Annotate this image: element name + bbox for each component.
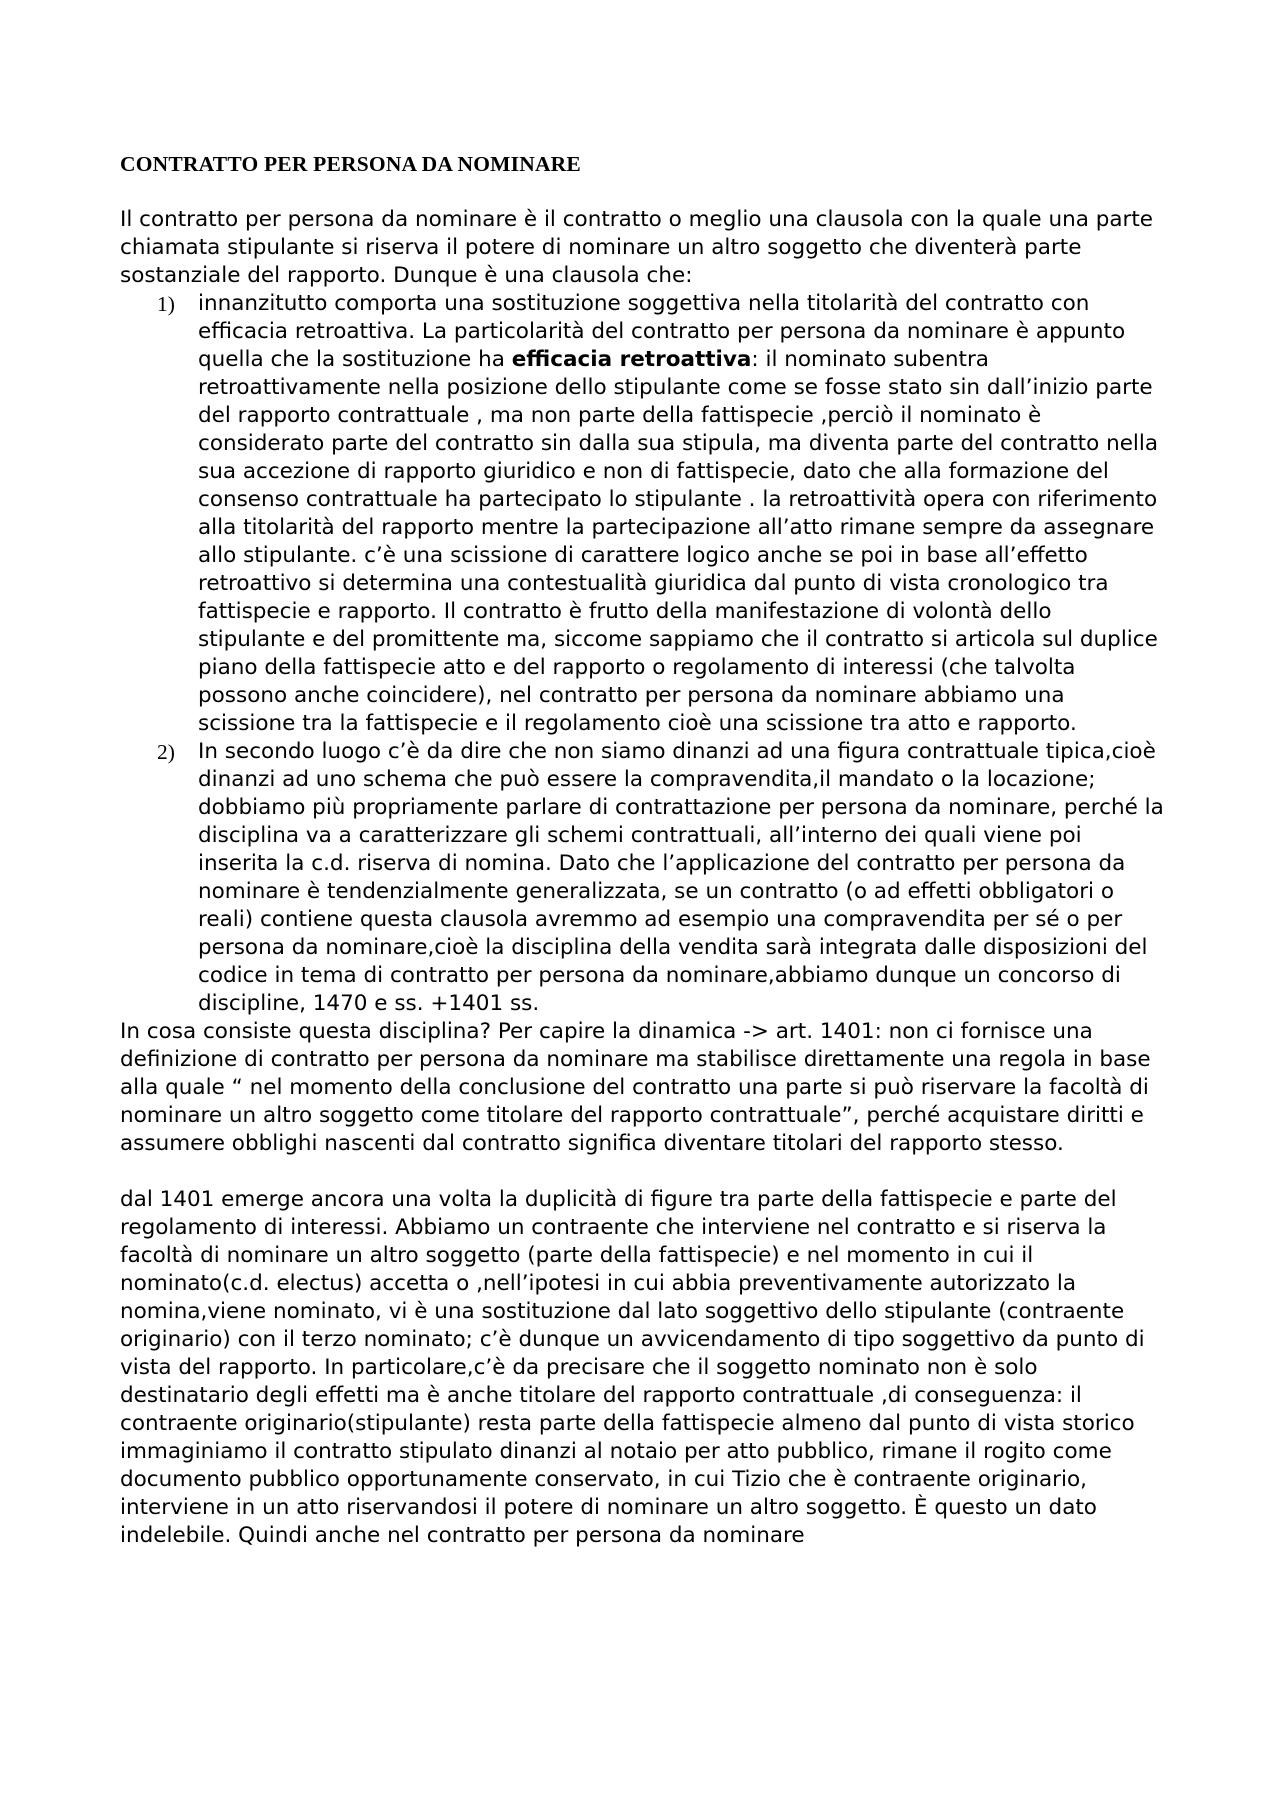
list-item-text-part: : il nominato subentra retroattivamente nella posizione dello stipulante come se fosse stato sin dall’inizio parte del rapporto contrattuale , ma non parte della fattispecie ,perciò il nominato è considerato parte del contratto sin dalla sua stipula, ma diventa parte del contratto nella sua accezione di rapporto giuridico e non di fattispecie, dato che alla formazione del consenso contrattuale ha partecipato lo stipulante . la retroattività opera con riferimento alla titolarità del rapporto mentre la partecipazione all’atto rimane sempre da assegnare allo stipulante. c’è una scissione di carattere logico anche se poi in base all’effetto retroattivo si determina una contestualità giuridica dal punto di vista cronologico tra fattispecie e rapporto. Il contratto è frutto della manifestazione di volontà dello stipulante e del promittente ma, siccome sappiamo che il contratto si articola sul duplice piano della fattispecie atto e del rapporto o regolamento di interessi (che talvolta possono anche coincidere), nel contratto per persona da nominare abbiamo una scissione tra la fattispecie e il regolamento cioè una scissione tra atto e rapporto. [198,347,1159,736]
numbered-list [120,290,1165,1018]
list-number: 1) [157,292,175,316]
bold-phrase: efficacia retroattiva [511,347,752,372]
list-item-text-part: innanzitutto comporta una sostituzione soggettiva nella titolarità del contratto con efficacia retroattiva. La particolarità del contratto per persona da nominare è appunto quella che la sostituzione ha [198,291,1126,372]
intro-paragraph: Il contratto per persona da nominare è il contratto o meglio una clausola con la quale una parte chiamata stipulante si riserva il potere di nominare un altro soggetto che diventerà parte sostanziale del rapporto. Dunque è una clausola che: [120,207,1154,288]
body-paragraph: In cosa consiste questa disciplina? Per capire la dinamica -> art. 1401: non ci fornisce una definizione di contratto per persona da nominare ma stabilisce direttamente una regola in base alla quale “ nel momento della conclusione del contratto una parte si può riservare la facoltà di nominare un altro soggetto come titolare del rapporto contrattuale”, perché acquistare diritti e assumere obblighi nascenti dal contratto significa diventare titolari del rapporto stesso. [120,1019,1151,1156]
document-page [120,150,1165,1550]
document-title: CONTRATTO PER PERSONA DA NOMINARE [120,152,581,176]
body-paragraph: dal 1401 emerge ancora una volta la duplicità di figure tra parte della fattispecie e parte del regolamento di interessi. Abbiamo un contraente che interviene nel contratto e si riserva la facoltà di nominare un altro soggetto (parte della fattispecie) e nel momento in cui il nominato(c.d. electus) accetta o ,nell’ipotesi in cui abbia preventivamente autorizzato la nomina,viene nominato, vi è una sostituzione dal lato soggettivo dello stipulante (contraente originario) con il terzo nominato; c’è dunque un avvicendamento di tipo soggettivo da punto di vista del rapporto. In particolare,c’è da precisare che il soggetto nominato non è solo destinatario degli effetti ma è anche titolare del rapporto contrattuale ,di conseguenza: il contraente originario(stipulante) resta parte della fattispecie almeno dal punto di vista storico immaginiamo il contratto stipulato dinanzi al notaio per atto pubblico, rimane il rogito come documento pubblico opportunamente conservato, in cui Tizio che è contraente originario, interviene in un atto riservandosi il potere di nominare un altro soggetto. È questo un dato indelebile. Quindi anche nel contratto per persona da nominare [120,1187,1145,1548]
list-item [120,290,1165,738]
list-number: 2) [157,740,175,764]
paragraph-gap [120,1158,1165,1186]
list-item-text [198,290,1165,738]
list-item-text: In secondo luogo c’è da dire che non siamo dinanzi ad una figura contrattuale tipica,cioè dinanzi ad uno schema che può essere la compravendita,il mandato o la locazione; dobbiamo più propriamente parlare di contrattazione per persona da nominare, perché la disciplina va a caratterizzare gli schemi contrattuali, all’interno dei quali viene poi inserita la c.d. riserva di nomina. Dato che l’applicazione del contratto per persona da nominare è tendenzialmente generalizzata, se un contratto (o ad effetti obbligatori o reali) contiene questa clausola avremmo ad esempio una compravendita per sé o per persona da nominare,cioè la disciplina della vendita sarà integrata dalle disposizioni del codice in tema di contratto per persona da nominare,abbiamo dunque un concorso di discipline, 1470 e ss. +1401 ss. [198,739,1164,1016]
list-item [120,738,1165,1018]
